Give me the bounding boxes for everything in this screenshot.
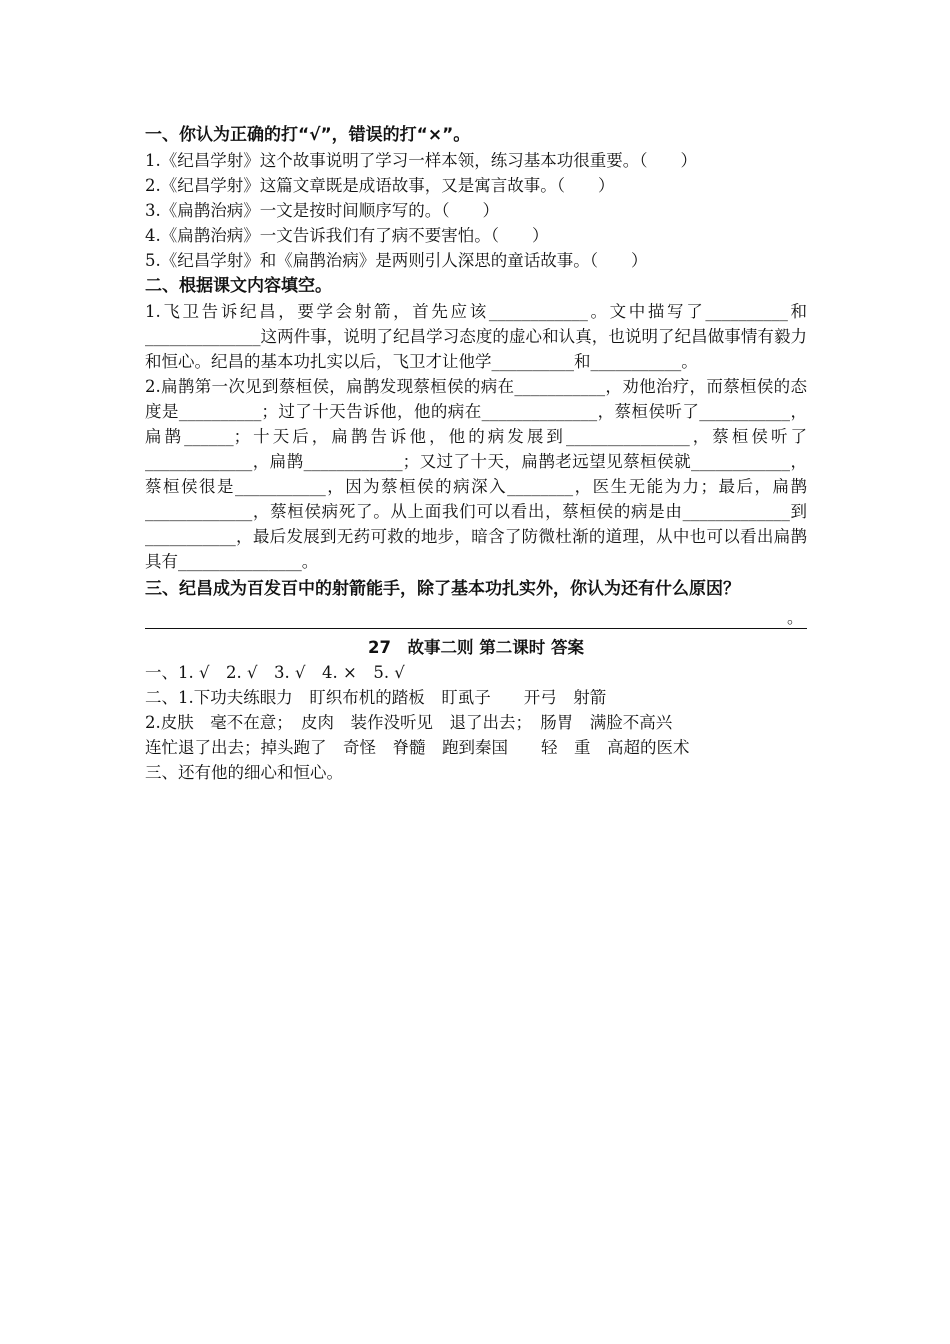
worksheet xyxy=(145,122,807,785)
section2-heading: 二、根据课文内容填空。 xyxy=(145,276,332,296)
answers-line-3: 2.皮肤 毫不在意； 皮肉 装作没听见 退了出去； 肠胃 满脸不高兴 xyxy=(145,713,673,732)
section1-item-5: 5.《纪昌学射》和《扁鹊治病》是两则引人深思的童话故事。（ ） xyxy=(145,251,648,270)
answers-line-5: 三、还有他的细心和恒心。 xyxy=(145,763,343,782)
section3-heading: 三、纪昌成为百发百中的射箭能手，除了基本功扎实外，你认为还有什么原因？ xyxy=(145,579,740,599)
section1-item-2: 2.《纪昌学射》这篇文章既是成语故事，又是寓言故事。（ ） xyxy=(145,176,615,195)
section2-paragraph-1: 1.飞卫告诉纪昌，要学会射箭，首先应该____________。文中描写了__________和______________这两件事，说明了纪昌学习态度的虚心和认真，也说明了纪昌做事情有毅力和恒心。纪昌的基本功扎实以后，飞卫才让他学__________和___________。 xyxy=(145,302,807,371)
answer-blank-end: 。 xyxy=(786,608,803,627)
answers-line-1: 一、1. √ 2. √ 3. √ 4. × 5. √ xyxy=(145,663,405,682)
answers-line-2: 二、1.下功夫练眼力 盯织布机的踏板 盯虱子 开弓 射箭 xyxy=(145,688,607,707)
section2-paragraph-2: 2.扁鹊第一次见到蔡桓侯，扁鹊发现蔡桓侯的病在___________，劝他治疗，而蔡桓侯的态度是__________；过了十天告诉他，他的病在______________，蔡桓侯听了___________，扁鹊______；十天后，扁鹊告诉他，他的病发展到_______________，蔡桓侯听了_____________，扁鹊____________；又过了十天，扁鹊老远望见蔡桓侯就____________，蔡桓侯很是___________，因为蔡桓侯的病深入________，医生无能为力；最后，扁鹊_____________，蔡桓侯病死了。从上面我们可以看出，蔡桓侯的病是由_____________到___________，最后发展到无药可救的地步，暗含了防微杜渐的道理，从中也可以看出扁鹊具有_______________。 xyxy=(145,377,807,571)
section1-item-3: 3.《扁鹊治病》一文是按时间顺序写的。（ ） xyxy=(145,201,499,220)
answer-blank-line xyxy=(145,602,807,629)
section1-heading: 一、你认为正确的打“√”，错误的打“×”。 xyxy=(145,125,471,145)
section1-item-4: 4.《扁鹊治病》一文告诉我们有了病不要害怕。（ ） xyxy=(145,226,549,245)
answers-line-4: 连忙退了出去；掉头跑了 奇怪 脊髓 跑到秦国 轻 重 高超的医术 xyxy=(145,738,690,757)
section1-item-1: 1.《纪昌学射》这个故事说明了学习一样本领，练习基本功很重要。（ ） xyxy=(145,151,697,170)
answers-title: 27 故事二则 第二课时 答案 xyxy=(368,638,584,657)
